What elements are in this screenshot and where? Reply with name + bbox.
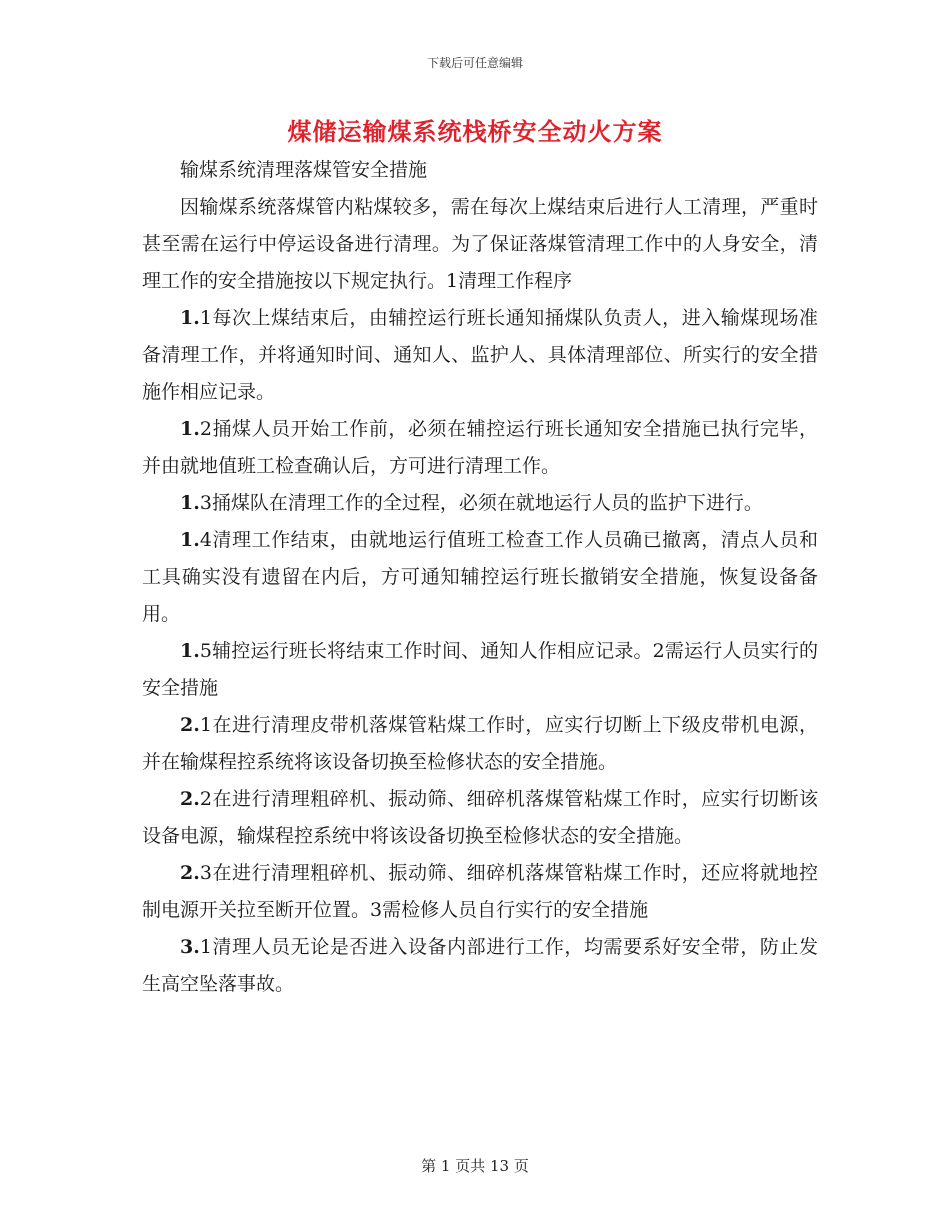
section-subtitle: 输煤系统清理落煤管安全措施 [180, 159, 428, 181]
item-paragraph [142, 485, 818, 522]
item-text: 3捅煤队在清理工作的全过程，必须在就地运行人员的监护下进行。 [199, 492, 763, 514]
item-paragraph [142, 929, 818, 1003]
item-number: 2. [180, 714, 200, 736]
item-text: 2捅煤人员开始工作前，必须在辅控运行班长通知安全措施已执行完毕，并由就地值班工检查确认后，方可进行清理工作。 [142, 418, 818, 477]
item-text: 1每次上煤结束后，由辅控运行班长通知捅煤队负责人，进入输煤现场准备清理工作，并将通知时间、通知人、监护人、具体清理部位、所实行的安全措施作相应记录。 [142, 307, 818, 403]
item-paragraph [142, 522, 818, 633]
intro-paragraph: 因输煤系统落煤管内粘煤较多，需在每次上煤结束后进行人工清理，严重时甚至需在运行中停运设备进行清理。为了保证落煤管清理工作中的人身安全，清理工作的安全措施按以下规定执行。1清理工作程序 [142, 196, 818, 292]
item-paragraph [142, 411, 818, 485]
item-paragraph [142, 633, 818, 707]
item-number: 2. [180, 788, 200, 810]
item-text: 2在进行清理粗碎机、振动筛、细碎机落煤管粘煤工作时，应实行切断该设备电源，输煤程控系统中将该设备切换至检修状态的安全措施。 [142, 788, 818, 847]
page-footer: 第 1 页共 13 页 [421, 1157, 529, 1175]
document-title: 煤储运输煤系统栈桥安全动火方案 [287, 117, 663, 146]
item-number: 1. [180, 529, 200, 551]
item-text: 1在进行清理皮带机落煤管粘煤工作时，应实行切断上下级皮带机电源，并在输煤程控系统将该设备切换至检修状态的安全措施。 [142, 714, 818, 773]
item-number: 3. [180, 936, 200, 958]
item-paragraph [142, 781, 818, 855]
item-number: 2. [180, 862, 200, 884]
item-paragraph [142, 707, 818, 781]
item-paragraph [142, 300, 818, 411]
item-text: 1清理人员无论是否进入设备内部进行工作，均需要系好安全带，防止发生高空坠落事故。 [142, 936, 818, 995]
item-number: 1. [180, 418, 200, 440]
item-text: 4清理工作结束，由就地运行值班工检查工作人员确已撤离，清点人员和工具确实没有遗留在内后，方可通知辅控运行班长撤销安全措施，恢复设备备用。 [142, 529, 818, 625]
item-number: 1. [180, 307, 200, 329]
item-number: 1. [180, 492, 200, 514]
item-text: 5辅控运行班长将结束工作时间、通知人作相应记录。2需运行人员实行的安全措施 [142, 640, 818, 699]
document-body [142, 152, 818, 1003]
item-paragraph [142, 855, 818, 929]
header-note: 下载后可任意编辑 [426, 56, 523, 70]
item-text: 3在进行清理粗碎机、振动筛、细碎机落煤管粘煤工作时，还应将就地控制电源开关拉至断开位置。3需检修人员自行实行的安全措施 [142, 862, 818, 921]
item-number: 1. [180, 640, 200, 662]
